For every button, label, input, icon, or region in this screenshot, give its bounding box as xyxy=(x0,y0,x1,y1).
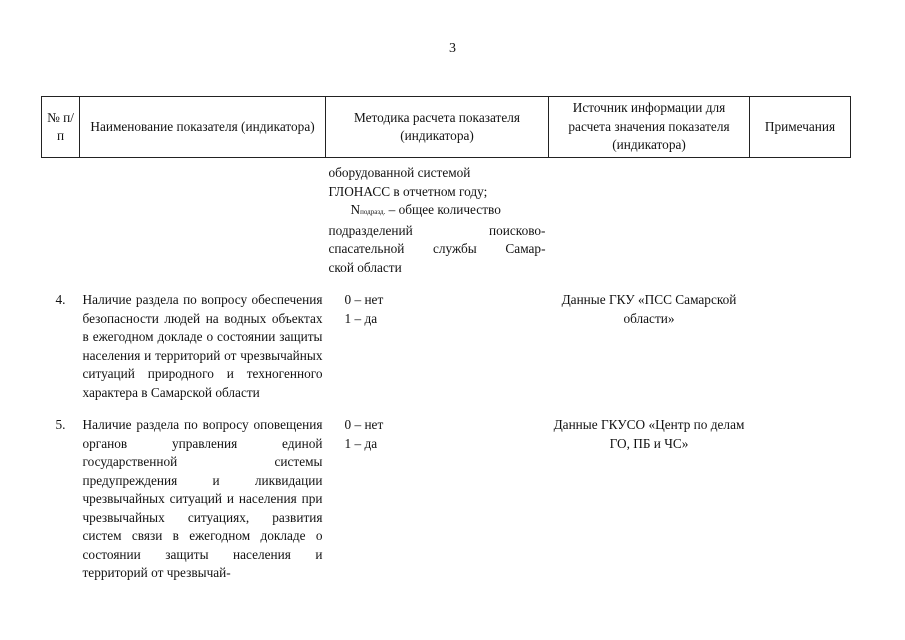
method-line: ской области xyxy=(328,259,402,275)
method-option: 0 – нет xyxy=(344,292,384,307)
header-source: Источник информации для расчета значения показателя (индикатора) xyxy=(549,97,750,158)
method-line: ГЛОНАСС в отчетном году; xyxy=(328,183,488,199)
method-continuation xyxy=(326,158,549,292)
source-cell: Данные ГКУ «ПСС Самарской области» xyxy=(561,292,737,326)
method-cell xyxy=(326,291,549,416)
header-num: № п/п xyxy=(42,97,80,158)
indicators-table xyxy=(41,96,851,597)
variable-subscript: подразд. xyxy=(360,208,386,216)
row-number: 5. xyxy=(55,417,66,432)
table-header xyxy=(42,97,851,158)
table-row xyxy=(42,291,851,416)
row-number: 4. xyxy=(55,292,66,307)
method-line: спасательной службы Самар- xyxy=(328,241,546,256)
method-option: 0 – нет xyxy=(344,417,384,432)
page-number: 3 xyxy=(449,41,456,56)
source-cell: Данные ГКУСО «Центр по делам ГО, ПБ и ЧС» xyxy=(553,417,745,451)
header-name: Наименование показателя (индикатора) xyxy=(80,97,326,158)
method-line: оборудованной системой xyxy=(328,165,471,180)
method-formula-line xyxy=(329,201,546,222)
header-method: Методика расчета показателя (индикатора) xyxy=(326,97,549,158)
indicator-name: Наличие раздела по вопросу оповещения органов управления единой государственной системы предупреждения и ликвидации чрезвычайных ситуаций и населения при чрезвычайных ситуациях, развития систем связи в ежегодном докладе о состоянии защиты населения и территорий от чрезвычай- xyxy=(82,417,323,580)
variable-letter: N xyxy=(350,202,361,217)
table-row-continuation xyxy=(42,158,851,292)
note-cell xyxy=(750,291,851,416)
indicator-name: Наличие раздела по вопросу обеспечения безопасности людей на водных объектах в ежегодном докладе о состоянии защиты населения и территорий от чрезвычайных ситуаций природного и техногенного характера в Самарской области xyxy=(82,292,323,400)
method-option: 1 – да xyxy=(344,310,378,326)
note-cell xyxy=(750,416,851,597)
method-cell xyxy=(326,416,549,597)
method-line: подразделений поисково- xyxy=(328,222,546,238)
table-row xyxy=(42,416,851,597)
variable-definition: – общее количество xyxy=(385,202,501,217)
method-option: 1 – да xyxy=(344,435,378,451)
header-note: Примечания xyxy=(750,97,851,158)
